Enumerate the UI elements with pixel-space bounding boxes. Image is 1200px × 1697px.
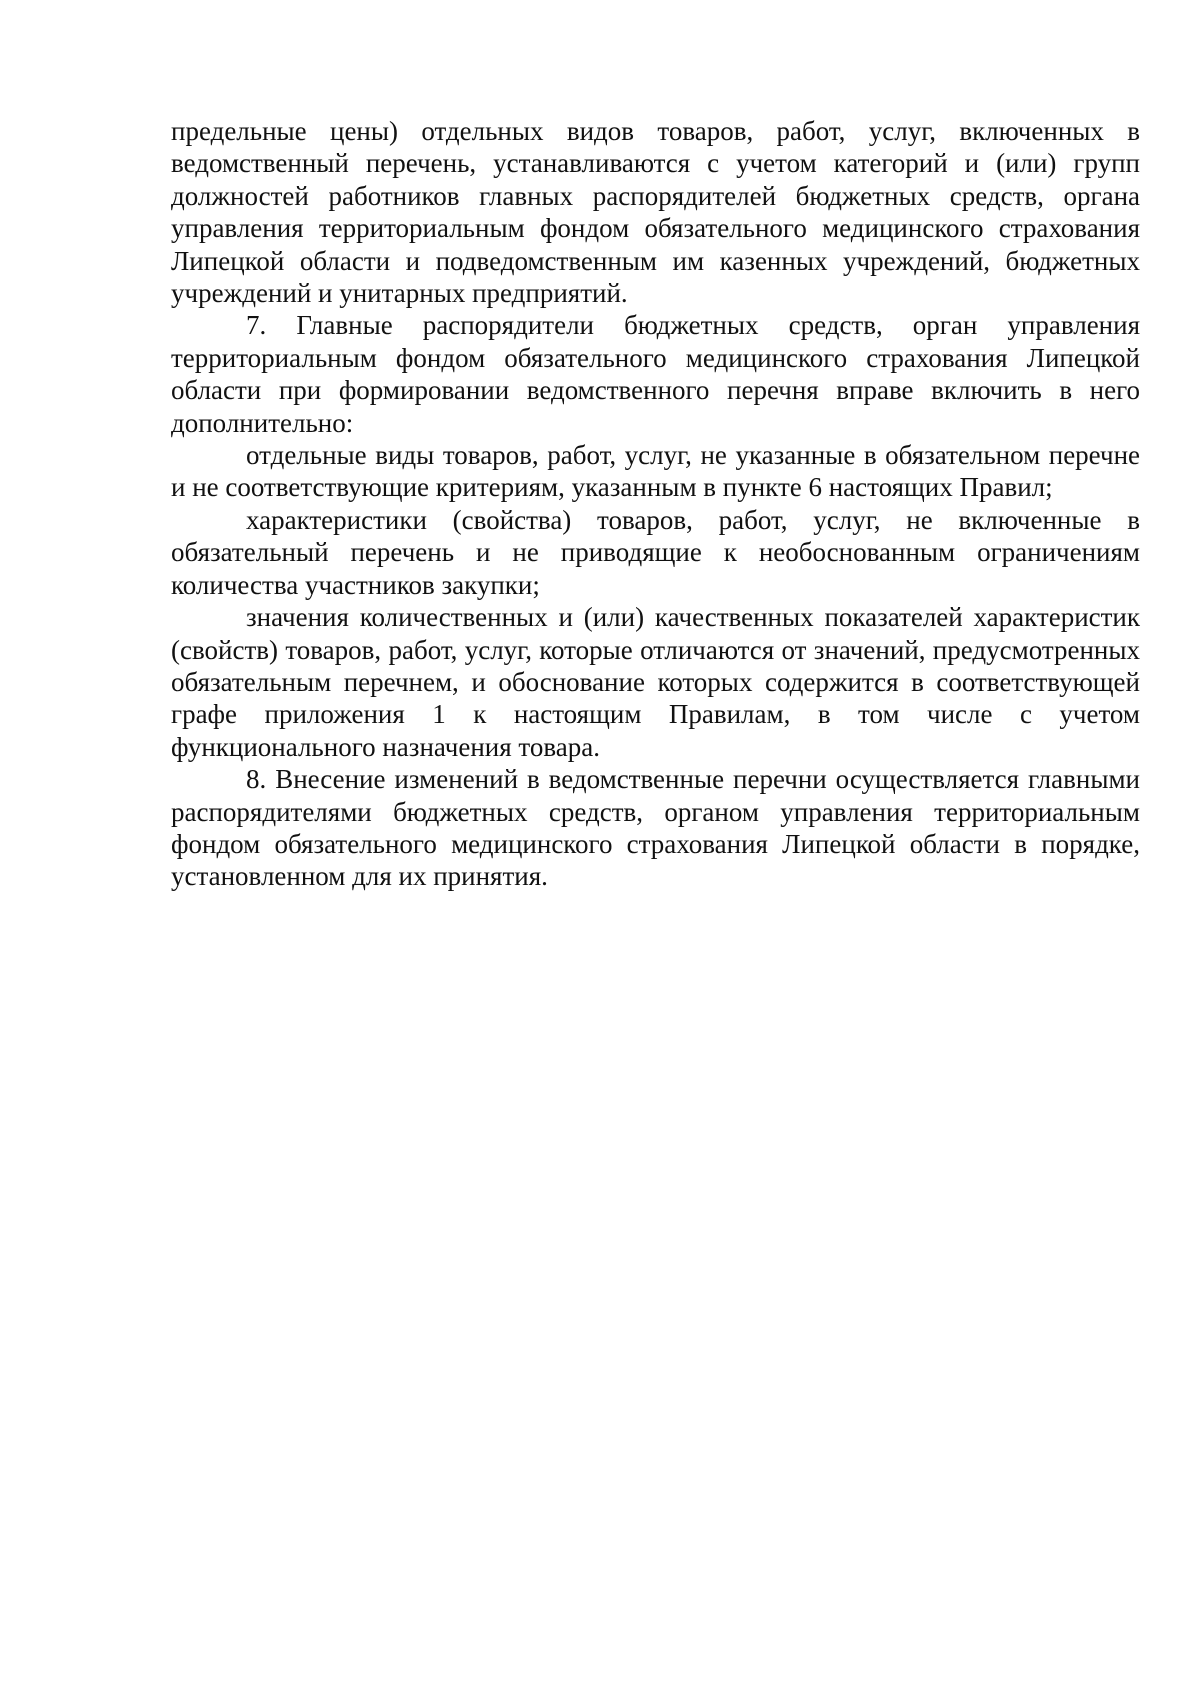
document-body — [171, 115, 1140, 893]
paragraph-item-7-sub-1: отдельные виды товаров, работ, услуг, не указанные в обязательном перечне и не соответствующие критериям, указанным в пункте 6 настоящих Правил; — [171, 440, 1140, 503]
paragraph-continuation: предельные цены) отдельных видов товаров, работ, услуг, включенных в ведомственный перечень, устанавливаются с учетом категорий и (или) групп должностей работников главных распорядителей бюджетных средств, органа управления территориальным фондом обязательного медицинского страхования Липецкой области и подведомственным им казенных учреждений, бюджетных учреждений и унитарных предприятий. — [171, 116, 1140, 309]
paragraph-item-7-sub-3: значения количественных и (или) качественных показателей характеристик (свойств) товаров, работ, услуг, которые отличаются от значений, предусмотренных обязательным перечнем, и обоснование которых содержится в соответствующей графе приложения 1 к настоящим Правилам, в том числе с учетом функционального назначения товара. — [171, 602, 1140, 762]
paragraph-item-8: 8. Внесение изменений в ведомственные перечни осуществляется главными распорядителями бюджетных средств, органом управления территориальным фондом обязательного медицинского страхования Липецкой области в порядке, установленном для их принятия. — [171, 764, 1140, 892]
paragraph-item-7-sub-2: характеристики (свойства) товаров, работ, услуг, не включенные в обязательный перечень и не приводящие к необоснованным ограничениям количества участников закупки; — [171, 504, 1140, 600]
paragraph-item-7: 7. Главные распорядители бюджетных средств, орган управления территориальным фондом обязательного медицинского страхования Липецкой области при формировании ведомственного перечня вправе включить в него дополнительно: — [171, 310, 1140, 438]
